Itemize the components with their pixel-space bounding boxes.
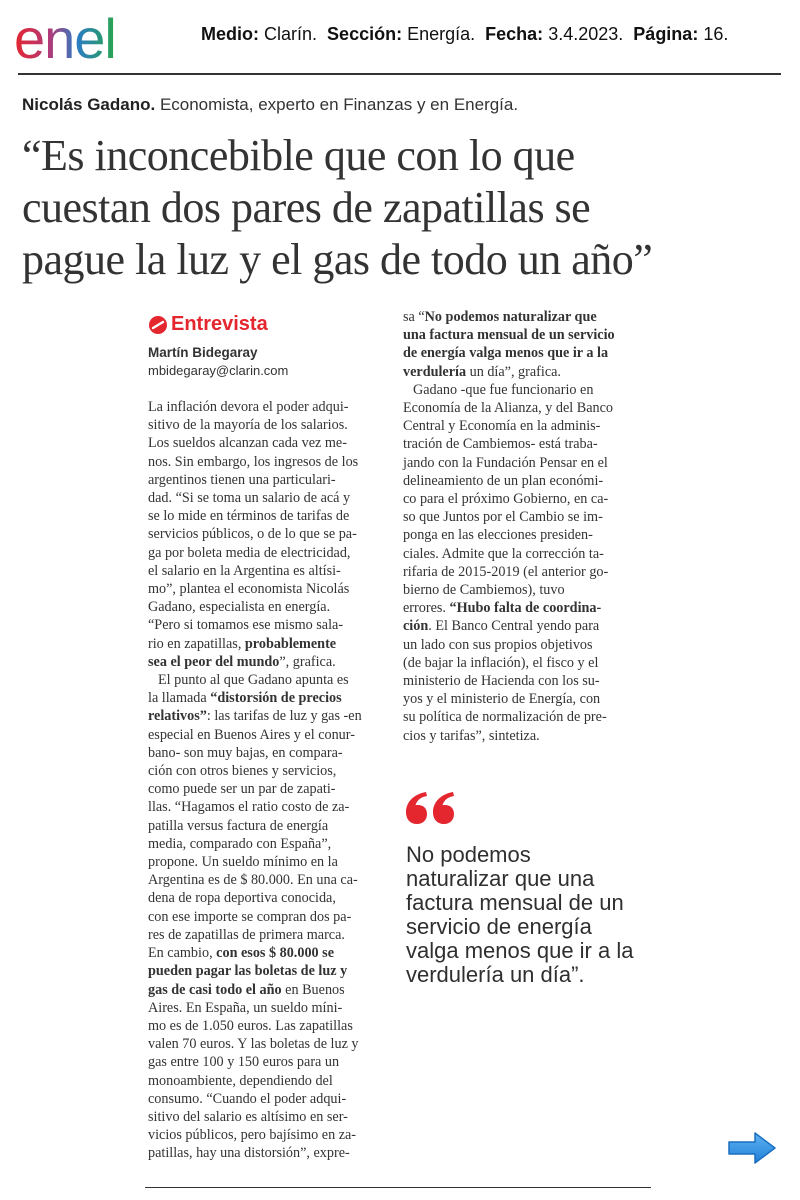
text-line [403, 727, 643, 745]
text: delineamiento de un plan económi- [403, 472, 604, 489]
medio-value: Clarín. [264, 24, 318, 44]
text-line [148, 853, 388, 871]
source-meta [201, 24, 728, 45]
text: media, comparado con España”, [148, 835, 332, 852]
text-line [148, 999, 388, 1017]
pull-quote [406, 843, 666, 987]
bold-text: ción [403, 618, 429, 635]
text: errores. [403, 600, 450, 617]
text-line [403, 344, 643, 362]
bold-text: relativos” [148, 708, 207, 725]
pull-quote-line: servicio de energía [406, 914, 592, 939]
seccion-label: Sección: [327, 24, 403, 44]
text: dena de ropa deportiva conocida, [148, 890, 336, 907]
text: un día”, grafica. [466, 363, 561, 380]
text: como puede ser un par de zapati- [148, 781, 336, 798]
text-line [403, 690, 643, 708]
text: el salario en la Argentina es altísi- [148, 562, 341, 579]
text-line [148, 598, 388, 616]
enel-logo-text: enel [14, 8, 116, 66]
footer-divider [145, 1187, 651, 1188]
text-line [148, 944, 388, 962]
text: “Pero si tomamos ese mismo sala- [148, 617, 344, 634]
text-line [148, 453, 388, 471]
text-line [148, 871, 388, 889]
text: ga por boleta media de electricidad, [148, 544, 351, 561]
headline [22, 130, 792, 286]
text-line [403, 636, 643, 654]
text: consumo. “Cuando el poder adqui- [148, 1090, 347, 1107]
pull-quote-line: verdulería un día”. [406, 962, 585, 987]
text-line [148, 1108, 388, 1126]
text-line [148, 1053, 388, 1071]
text-line [148, 926, 388, 944]
bold-text: sea el peor del mundo [148, 653, 280, 670]
text: con ese importe se compran dos pa- [148, 908, 352, 925]
red-circle-slash-icon [148, 315, 168, 335]
text: mo es de 1.050 euros. Las zapatillas [148, 1017, 353, 1034]
text-line [148, 908, 388, 926]
text: bierno de Cambiemos), tuvo [403, 582, 565, 599]
text: El punto al que Gadano apunta es [158, 672, 349, 689]
pagina-label: Página: [633, 24, 699, 44]
text: servicios públicos, o de lo que se pa- [148, 526, 357, 543]
text: valen 70 euros. Y las boletas de luz y [148, 1036, 359, 1053]
text-line [148, 471, 388, 489]
text: En cambio, [148, 945, 217, 962]
bold-text: probablemente [244, 635, 337, 652]
text: un lado con sus propios objetivos [403, 636, 593, 653]
text-line [148, 1090, 388, 1108]
text: especial en Buenos Aires y el conur- [148, 726, 355, 743]
fecha-value: 3.4.2023. [548, 24, 624, 44]
fecha-label: Fecha: [485, 24, 544, 44]
text: . El Banco Central yendo para [428, 618, 600, 635]
text-line [403, 563, 643, 581]
author-email: mbidegaray@clarin.com [148, 363, 289, 378]
text: : las tarifas de luz y gas -en [206, 708, 362, 725]
text: mo”, plantea el economista Nicolás [148, 581, 350, 598]
text-line [148, 544, 388, 562]
text-line [403, 472, 643, 490]
text: Gadano, especialista en energía. [148, 599, 331, 616]
text: Economía de la Alianza, y del Banco [403, 400, 613, 417]
text-line [148, 671, 388, 689]
text: Los sueldos alcanzan cada vez me- [148, 435, 347, 452]
text-line [403, 381, 643, 399]
text: cios y tarifas”, sintetiza. [403, 727, 540, 744]
headline-line: “Es inconcebible que con lo que [22, 131, 575, 180]
text-line [148, 616, 388, 634]
text-line [403, 490, 643, 508]
text: argentinos tienen una particulari- [148, 471, 336, 488]
text: su política de normalización de pre- [403, 709, 607, 726]
enel-logo [14, 8, 182, 66]
text-line [403, 363, 643, 381]
text: tración de Cambiemos- está traba- [403, 436, 598, 453]
text: en Buenos [281, 981, 345, 998]
pull-quote-line: valga menos que ir a la [406, 938, 634, 963]
paragraph [148, 398, 388, 671]
text-line [148, 1017, 388, 1035]
paragraph [148, 671, 388, 1162]
text-line [403, 308, 643, 326]
text: rio en zapatillas, [148, 635, 245, 652]
text-line [148, 762, 388, 780]
text: Gadano -que fue funcionario en [413, 381, 594, 398]
bold-text: una factura mensual de un servicio [403, 327, 615, 344]
pull-quote-line: naturalizar que una [406, 866, 595, 891]
text: gas entre 100 y 150 euros para un [148, 1054, 340, 1071]
bold-text: “distorsión de precios [210, 690, 342, 707]
text: bano- son muy bajas, en compara- [148, 744, 343, 761]
text-line [148, 1072, 388, 1090]
text-line [403, 417, 643, 435]
text: so que Juntos por el Cambio se im- [403, 509, 603, 526]
text: ciales. Admite que la corrección ta- [403, 545, 604, 562]
text-line [148, 434, 388, 452]
interviewee-byline [22, 95, 518, 115]
header-divider [18, 73, 781, 75]
text: Central y Economía en la adminis- [403, 418, 601, 435]
bold-text: verdulería [403, 363, 467, 380]
text-line [148, 562, 388, 580]
text: sitivo de la mayoría de los salarios. [148, 417, 348, 434]
text: patilla versus factura de energía [148, 817, 329, 834]
text-line [403, 617, 643, 635]
headline-line: cuestan dos pares de zapatillas se [22, 183, 591, 232]
text-line [403, 326, 643, 344]
text-line [148, 635, 388, 653]
text-line [148, 416, 388, 434]
text: rifaria de 2015-2019 (el anterior go- [403, 563, 609, 580]
interviewee-name: Nicolás Gadano. [22, 95, 156, 114]
text: ”, grafica. [279, 653, 336, 670]
bold-text: pueden pagar las boletas de luz y [148, 963, 348, 980]
seccion-value: Energía. [407, 24, 476, 44]
text-line [148, 1144, 388, 1162]
text: ción con otros bienes y servicios, [148, 763, 337, 780]
text: se lo mide en términos de tarifas de [148, 508, 350, 525]
pull-quote-line: No podemos [406, 842, 531, 867]
text: nos. Sin embargo, los ingresos de los [148, 453, 359, 470]
text-line [403, 454, 643, 472]
text: propone. Un sueldo mínimo en la [148, 854, 338, 871]
text-line [403, 654, 643, 672]
headline-line: pague la luz y el gas de todo un año” [22, 235, 653, 284]
bold-text: No podemos naturalizar que [424, 309, 597, 325]
text-line [403, 545, 643, 563]
text: monoambiente, dependiendo del [148, 1072, 333, 1089]
author-name: Martín Bidegaray [148, 345, 258, 360]
bold-text: con esos $ 80.000 se [216, 945, 335, 962]
text-line [148, 1035, 388, 1053]
text: La inflación devora el poder adqui- [148, 399, 349, 415]
text-line [148, 726, 388, 744]
text-line [148, 707, 388, 725]
text: Aires. En España, un sueldo míni- [148, 999, 343, 1016]
text: la llamada [148, 690, 211, 707]
right-arrow-icon[interactable] [727, 1131, 777, 1165]
interviewee-description: Economista, experto en Finanzas y en Energía. [159, 95, 519, 114]
text-line [148, 1126, 388, 1144]
text-line [148, 580, 388, 598]
text-line [403, 508, 643, 526]
quote-mark-icon [404, 790, 456, 826]
bold-text: de energía valga menos que ir a la [403, 345, 609, 362]
text: ministerio de Hacienda con los su- [403, 673, 600, 690]
text-line [148, 398, 388, 416]
article-column-1 [148, 398, 388, 1163]
text-line [403, 599, 643, 617]
text: ponga en las elecciones presiden- [403, 527, 593, 544]
text-line [148, 981, 388, 999]
text-line [403, 526, 643, 544]
bold-text: gas de casi todo el año [148, 981, 282, 998]
text-line [403, 399, 643, 417]
text: (de bajar la inflación), el fisco y el [403, 654, 599, 671]
text-line [403, 435, 643, 453]
text: sa “ [403, 309, 425, 325]
text-line [148, 653, 388, 671]
kicker-label: Entrevista [171, 313, 268, 335]
text: yos y el ministerio de Energía, con [403, 691, 601, 708]
text-line [403, 581, 643, 599]
text: patillas, hay una distorsión”, expre- [148, 1145, 350, 1162]
text-line [148, 962, 388, 980]
article-column-2 [403, 308, 643, 745]
text: jando con la Fundación Pensar en el [403, 454, 608, 471]
bold-text: “Hubo falta de coordina- [449, 600, 602, 617]
pagina-value: 16. [703, 24, 729, 44]
medio-label: Medio: [201, 24, 259, 44]
section-kicker [148, 313, 268, 336]
text-line [403, 708, 643, 726]
text-line [148, 817, 388, 835]
text-line [148, 798, 388, 816]
paragraph [403, 381, 643, 745]
text-line [148, 489, 388, 507]
text: Argentina es de $ 80.000. En una ca- [148, 872, 358, 889]
text: res de zapatillas de primera marca. [148, 926, 345, 943]
text-line [148, 835, 388, 853]
text: vicios públicos, pero bajísimo en za- [148, 1127, 357, 1144]
text-line [148, 889, 388, 907]
text: co para el próximo Gobierno, en ca- [403, 491, 609, 508]
text-line [148, 780, 388, 798]
pull-quote-line: factura mensual de un [406, 890, 624, 915]
paragraph [403, 308, 643, 381]
text: sitivo del salario es altísimo en ser- [148, 1108, 348, 1125]
text: dad. “Si se toma un salario de acá y [148, 490, 351, 507]
text-line [148, 744, 388, 762]
text-line [148, 507, 388, 525]
text-line [148, 689, 388, 707]
text-line [403, 672, 643, 690]
text: llas. “Hagamos el ratio costo de za- [148, 799, 350, 816]
text-line [148, 525, 388, 543]
